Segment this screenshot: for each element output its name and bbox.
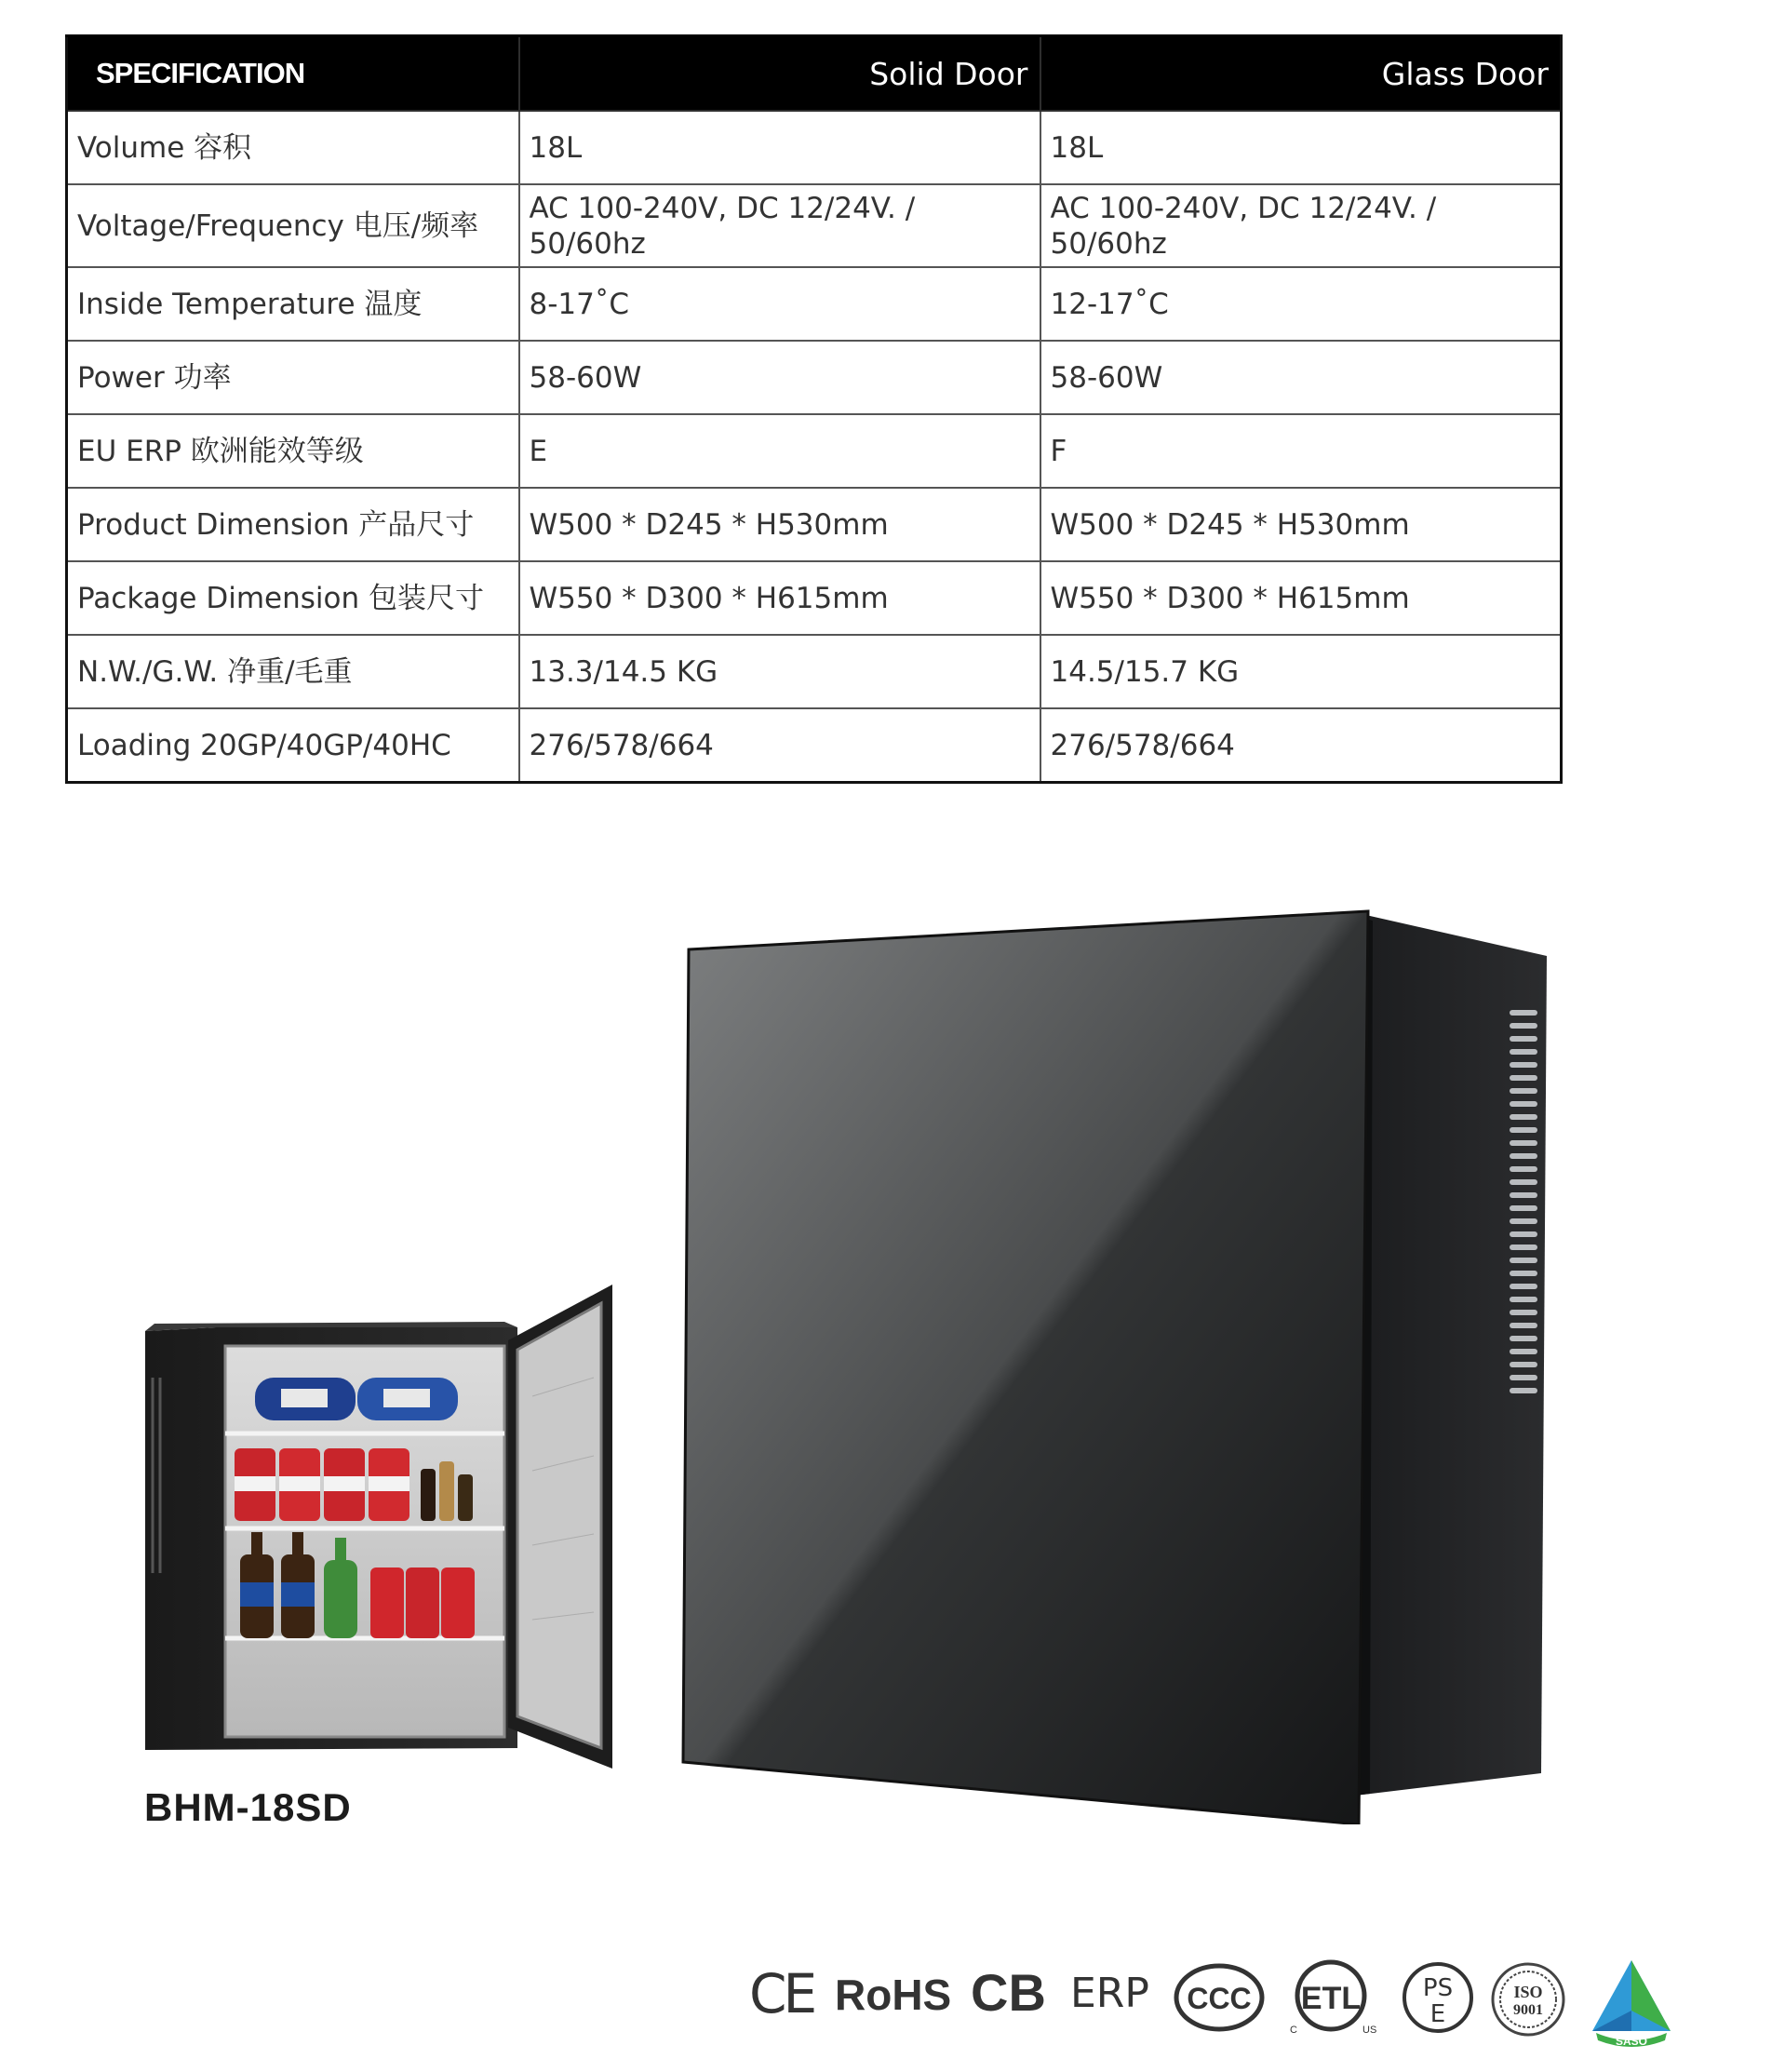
pse-top-text: PS <box>1422 1974 1454 2002</box>
row-label: Loading 20GP/40GP/40HC <box>67 708 519 783</box>
solid-value: 8-17˚C <box>519 267 1040 341</box>
ccc-text: CCC <box>1187 1982 1252 2015</box>
glass-value: 276/578/664 <box>1040 708 1562 783</box>
solid-value: W500 * D245 * H530mm <box>519 488 1040 561</box>
table-row <box>67 111 1562 184</box>
row-label: Power 功率 <box>67 341 519 414</box>
table-row <box>67 184 1562 267</box>
model-name: BHM-18SD <box>144 1785 352 1829</box>
erp-logo-icon: ERP <box>1070 1970 1149 2017</box>
glass-value: AC 100-240V, DC 12/24V. / 50/60hz <box>1040 184 1562 267</box>
glass-door-header: Glass Door <box>1040 36 1562 112</box>
saso-logo-icon <box>1587 1955 1676 2048</box>
certification-logos <box>749 1955 1680 2057</box>
glass-value: 58-60W <box>1040 341 1562 414</box>
table-row <box>67 414 1562 488</box>
row-label: Volume 容积 <box>67 111 519 184</box>
spec-header-row <box>67 36 1562 112</box>
solid-value: 276/578/664 <box>519 708 1040 783</box>
iso-text: ISO <box>1513 1983 1543 2001</box>
glass-door-fridge-image <box>679 908 1559 1824</box>
open-minibar-fridge-image <box>141 1285 616 1769</box>
glass-value: 12-17˚C <box>1040 267 1562 341</box>
spec-table <box>65 34 1563 784</box>
solid-value: 18L <box>519 111 1040 184</box>
ce-mark-icon: CE <box>749 1962 814 2025</box>
iso-number-text: 9001 <box>1513 2002 1543 2018</box>
rohs-logo-icon: RoHS <box>835 1971 952 2019</box>
pse-logo-icon <box>1401 1958 1475 2037</box>
solid-value: 58-60W <box>519 341 1040 414</box>
row-label: Product Dimension 产品尺寸 <box>67 488 519 561</box>
row-label: Package Dimension 包装尺寸 <box>67 561 519 635</box>
row-label: Inside Temperature 温度 <box>67 267 519 341</box>
glass-value: 14.5/15.7 KG <box>1040 635 1562 708</box>
table-row <box>67 708 1562 783</box>
glass-value: F <box>1040 414 1562 488</box>
solid-value: W550 * D300 * H615mm <box>519 561 1040 635</box>
spec-header-label: SPECIFICATION <box>67 36 519 112</box>
glass-value: W500 * D245 * H530mm <box>1040 488 1562 561</box>
table-row <box>67 561 1562 635</box>
row-label: Voltage/Frequency 电压/频率 <box>67 184 519 267</box>
table-row <box>67 267 1562 341</box>
iso-9001-logo-icon <box>1489 1960 1567 2038</box>
solid-value: 13.3/14.5 KG <box>519 635 1040 708</box>
glass-value: 18L <box>1040 111 1562 184</box>
etl-logo-icon <box>1284 1955 1377 2040</box>
row-label: EU ERP 欧洲能效等级 <box>67 414 519 488</box>
solid-value: E <box>519 414 1040 488</box>
glass-value: W550 * D300 * H615mm <box>1040 561 1562 635</box>
saso-text: SASO <box>1615 2035 1648 2048</box>
etl-text: ETL <box>1300 1981 1362 2016</box>
solid-door-header: Solid Door <box>519 36 1040 112</box>
pse-bottom-text: E <box>1429 2000 1446 2028</box>
table-row <box>67 488 1562 561</box>
table-row <box>67 341 1562 414</box>
etl-c-text: C <box>1290 2025 1297 2036</box>
row-label: N.W./G.W. 净重/毛重 <box>67 635 519 708</box>
table-row <box>67 635 1562 708</box>
cb-logo-icon: CB <box>971 1963 1046 2022</box>
solid-value: AC 100-240V, DC 12/24V. / 50/60hz <box>519 184 1040 267</box>
ccc-logo-icon <box>1173 1960 1266 2035</box>
etl-us-text: US <box>1362 2025 1377 2036</box>
